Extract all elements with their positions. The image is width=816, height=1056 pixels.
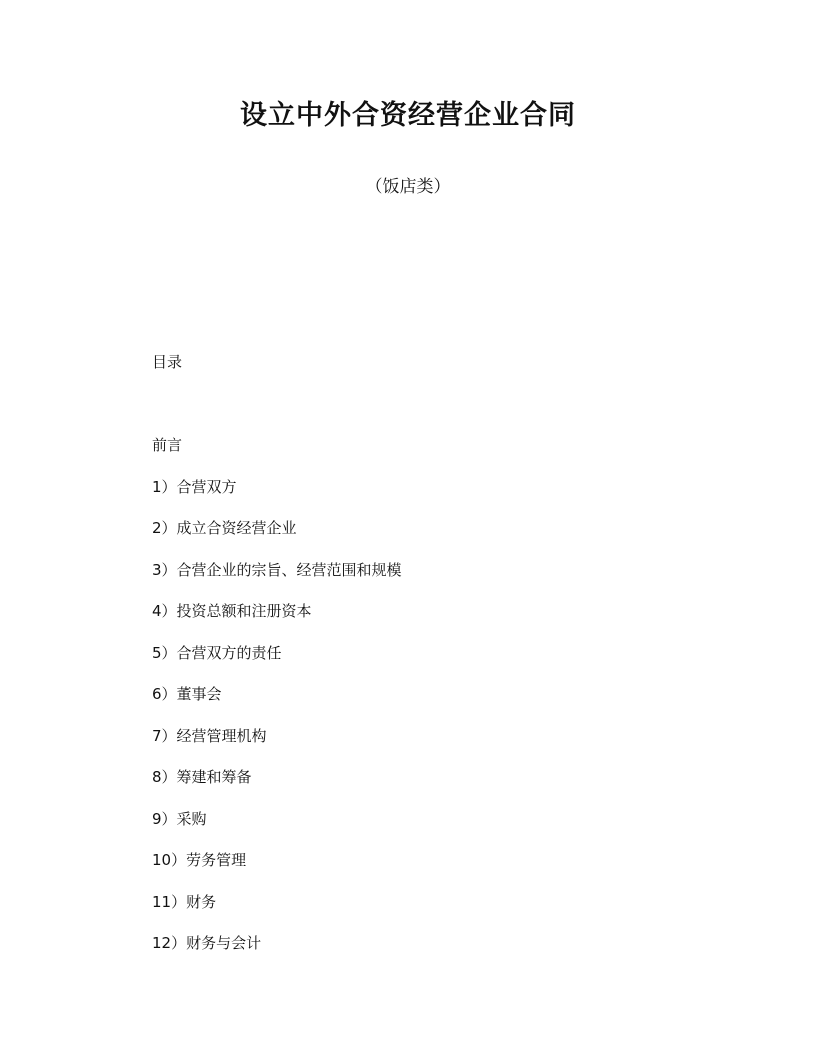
- document-subtitle: （饭店类）: [365, 177, 451, 197]
- toc-item-purpose-scope: 3）合营企业的宗旨、经营范围和规模: [152, 560, 402, 579]
- toc-item-labor: 10）劳务管理: [152, 851, 247, 869]
- toc-item-board: 6）董事会: [152, 685, 222, 703]
- toc-item-preface: 前言: [152, 436, 183, 454]
- toc-item-accounting: 12）财务与会计: [152, 934, 262, 952]
- toc-item-responsibilities: 5）合营双方的责任: [152, 643, 282, 662]
- toc-item-finance: 11）财务: [152, 892, 217, 911]
- document-title: 设立中外合资经营企业合同: [240, 100, 576, 131]
- toc-item-parties: 1）合营双方: [152, 477, 237, 496]
- toc-item-management: 7）经营管理机构: [152, 726, 267, 745]
- toc-item-establishment: 2）成立合资经营企业: [152, 519, 297, 537]
- toc-item-preparation: 8）筹建和筹备: [152, 768, 252, 786]
- toc-item-investment-capital: 4）投资总额和注册资本: [152, 602, 312, 620]
- table-of-contents: [152, 433, 402, 973]
- toc-heading: 目录: [152, 353, 183, 371]
- toc-item-procurement: 9）采购: [152, 809, 207, 828]
